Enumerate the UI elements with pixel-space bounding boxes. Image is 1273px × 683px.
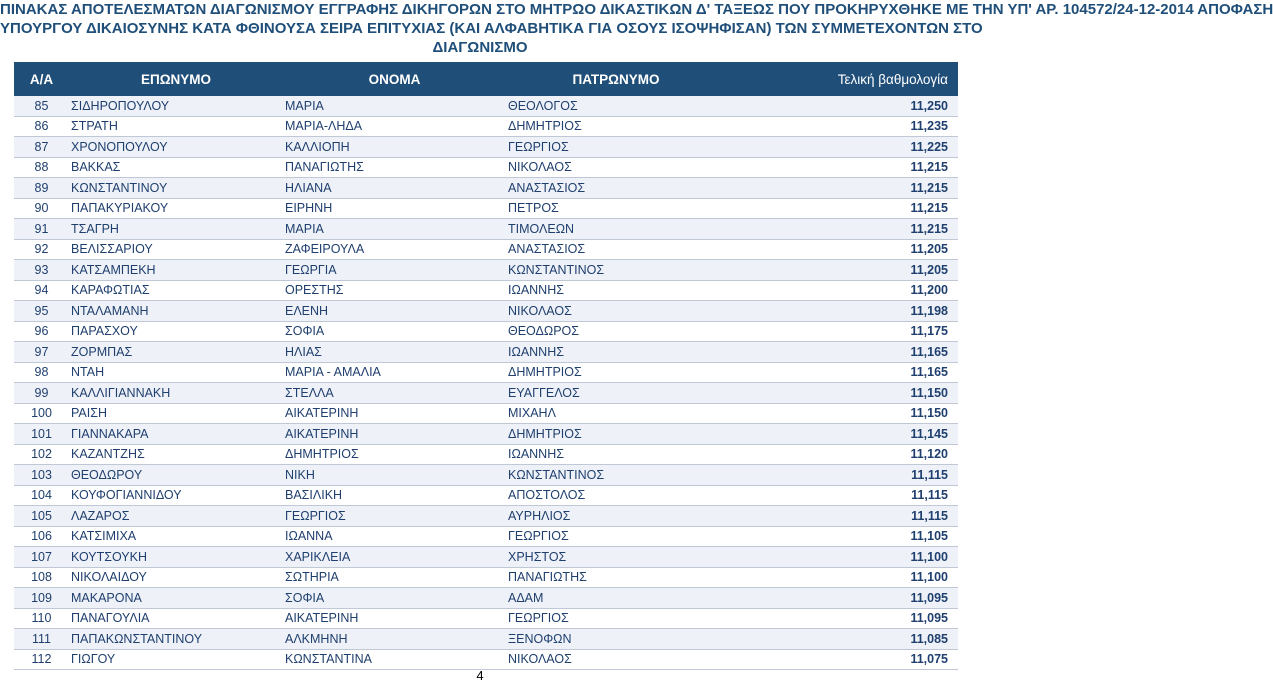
cell-father: ΠΕΤΡΟΣ [506,198,726,219]
cell-index: 96 [14,321,69,342]
cell-surname: ΧΡΟΝΟΠΟΥΛΟΥ [69,137,283,158]
cell-index: 100 [14,403,69,424]
cell-surname: ΣΙΔΗΡΟΠΟΥΛΟΥ [69,96,283,116]
table-row [14,301,958,322]
cell-father: ΘΕΟΔΩΡΟΣ [506,321,726,342]
cell-index: 97 [14,342,69,363]
table-row [14,567,958,588]
cell-index: 98 [14,362,69,383]
cell-index: 108 [14,567,69,588]
cell-surname: ΒΕΛΙΣΣΑΡΙΟΥ [69,239,283,260]
cell-surname: ΚΟΥΤΣΟΥΚΗ [69,547,283,568]
cell-index: 99 [14,383,69,404]
cell-father: ΝΙΚΟΛΑΟΣ [506,157,726,178]
table-row [14,465,958,486]
cell-father: ΙΩΑΝΝΗΣ [506,342,726,363]
cell-grade: 11,115 [726,506,958,527]
cell-father: ΜΙΧΑΗΛ [506,403,726,424]
cell-name: ΖΑΦΕΙΡΟΥΛΑ [283,239,506,260]
cell-grade: 11,235 [726,116,958,137]
cell-name: ΝΙΚΗ [283,465,506,486]
cell-grade: 11,150 [726,403,958,424]
cell-surname: ΠΑΡΑΣΧΟΥ [69,321,283,342]
cell-surname: ΚΑΤΣΑΜΠΕΚΗ [69,260,283,281]
cell-surname: ΝΤΑΛΑΜΑΝΗ [69,301,283,322]
table-row [14,137,958,158]
cell-surname: ΜΑΚΑΡΟΝΑ [69,588,283,609]
header-surname: ΕΠΩΝΥΜΟ [69,62,283,96]
table-row [14,280,958,301]
cell-grade: 11,100 [726,547,958,568]
cell-father: ΠΑΝΑΓΙΩΤΗΣ [506,567,726,588]
cell-father: ΑΔΑΜ [506,588,726,609]
cell-surname: ΘΕΟΔΩΡΟΥ [69,465,283,486]
cell-index: 107 [14,547,69,568]
cell-grade: 11,115 [726,485,958,506]
cell-name: ΜΑΡΙΑ [283,219,506,240]
cell-name: ΑΛΚΜΗΝΗ [283,629,506,650]
cell-index: 95 [14,301,69,322]
cell-name: ΑΙΚΑΤΕΡΙΝΗ [283,608,506,629]
cell-surname: ΚΑΖΑΝΤΖΗΣ [69,444,283,465]
cell-grade: 11,095 [726,608,958,629]
cell-father: ΔΗΜΗΤΡΙΟΣ [506,116,726,137]
cell-name: ΓΕΩΡΓΙΟΣ [283,506,506,527]
table-row [14,219,958,240]
results-table-body [14,96,958,670]
table-row [14,403,958,424]
table-row [14,506,958,527]
cell-father: ΞΕΝΟΦΩΝ [506,629,726,650]
cell-name: ΜΑΡΙΑ [283,96,506,116]
cell-name: ΕΛΕΝΗ [283,301,506,322]
cell-index: 91 [14,219,69,240]
cell-name: ΟΡΕΣΤΗΣ [283,280,506,301]
cell-surname: ΣΤΡΑΤΗ [69,116,283,137]
cell-name: ΕΙΡΗΝΗ [283,198,506,219]
cell-surname: ΝΤΑΗ [69,362,283,383]
cell-name: ΑΙΚΑΤΕΡΙΝΗ [283,424,506,445]
cell-index: 94 [14,280,69,301]
cell-surname: ΛΑΖΑΡΟΣ [69,506,283,527]
cell-index: 110 [14,608,69,629]
cell-surname: ΚΑΛΛΙΓΙΑΝΝΑΚΗ [69,383,283,404]
cell-name: ΣΟΦΙΑ [283,321,506,342]
cell-grade: 11,120 [726,444,958,465]
cell-index: 88 [14,157,69,178]
cell-grade: 11,225 [726,137,958,158]
cell-name: ΠΑΝΑΓΙΩΤΗΣ [283,157,506,178]
cell-father: ΙΩΑΝΝΗΣ [506,280,726,301]
title-line-3: ΔΙΑΓΩΝΙΣΜΟ [432,39,528,56]
cell-surname: ΠΑΝΑΓΟΥΛΙΑ [69,608,283,629]
title-line-2: ΥΠΟΥΡΓΟΥ ΔΙΚΑΙΟΣΥΝΗΣ ΚΑΤΑ ΦΘΙΝΟΥΣΑ ΣΕΙΡΑ ΕΠΙΤΥΧΙΑΣ (ΚΑΙ ΑΛΦΑΒΗΤΙΚΑ ΓΙΑ ΟΣΟΥΣ ΙΣΟΨΗΦΙΣΑΝ) ΤΩΝ ΣΥΜΜΕΤΕΧΟΝΤΩΝ ΣΤΟ [0,20,983,37]
cell-father: ΚΩΝΣΤΑΝΤΙΝΟΣ [506,465,726,486]
cell-surname: ΓΙΑΝΝΑΚΑΡΑ [69,424,283,445]
cell-grade: 11,215 [726,178,958,199]
cell-father: ΕΥΑΓΓΕΛΟΣ [506,383,726,404]
page-number: 4 [476,668,484,683]
cell-father: ΔΗΜΗΤΡΙΟΣ [506,424,726,445]
cell-father: ΘΕΟΛΟΓΟΣ [506,96,726,116]
cell-father: ΑΥΡΗΛΙΟΣ [506,506,726,527]
cell-index: 112 [14,649,69,670]
header-index: Α/Α [14,62,69,96]
cell-index: 103 [14,465,69,486]
table-row [14,239,958,260]
cell-surname: ΒΑΚΚΑΣ [69,157,283,178]
cell-name: ΚΑΛΛΙΟΠΗ [283,137,506,158]
cell-father: ΓΕΩΡΓΙΟΣ [506,608,726,629]
table-row [14,526,958,547]
cell-surname: ΝΙΚΟΛΑΙΔΟΥ [69,567,283,588]
cell-grade: 11,200 [726,280,958,301]
cell-father: ΤΙΜΟΛΕΩΝ [506,219,726,240]
cell-index: 106 [14,526,69,547]
cell-name: ΔΗΜΗΤΡΙΟΣ [283,444,506,465]
cell-index: 86 [14,116,69,137]
document-title [0,0,1273,57]
cell-surname: ΠΑΠΑΚΥΡΙΑΚΟΥ [69,198,283,219]
cell-grade: 11,198 [726,301,958,322]
table-row [14,383,958,404]
cell-surname: ΖΟΡΜΠΑΣ [69,342,283,363]
cell-father: ΓΕΩΡΓΙΟΣ [506,137,726,158]
table-row [14,649,958,670]
cell-index: 89 [14,178,69,199]
table-row [14,608,958,629]
cell-surname: ΠΑΠΑΚΩΝΣΤΑΝΤΙΝΟΥ [69,629,283,650]
cell-name: ΑΙΚΑΤΕΡΙΝΗ [283,403,506,424]
cell-father: ΝΙΚΟΛΑΟΣ [506,301,726,322]
table-row [14,321,958,342]
cell-name: ΚΩΝΣΤΑΝΤΙΝΑ [283,649,506,670]
cell-grade: 11,215 [726,219,958,240]
header-name: ΟΝΟΜΑ [283,62,506,96]
cell-index: 111 [14,629,69,650]
cell-grade: 11,105 [726,526,958,547]
cell-index: 93 [14,260,69,281]
table-row [14,588,958,609]
table-row [14,424,958,445]
cell-grade: 11,085 [726,629,958,650]
cell-grade: 11,205 [726,239,958,260]
cell-name: ΗΛΙΑΣ [283,342,506,363]
cell-father: ΑΠΟΣΤΟΛΟΣ [506,485,726,506]
cell-index: 102 [14,444,69,465]
results-table [14,62,958,670]
header-grade: Τελική βαθμολογία [726,62,958,96]
table-row [14,260,958,281]
cell-name: ΗΛΙΑΝΑ [283,178,506,199]
cell-father: ΧΡΗΣΤΟΣ [506,547,726,568]
table-row [14,96,958,116]
cell-name: ΧΑΡΙΚΛΕΙΑ [283,547,506,568]
cell-surname: ΤΣΑΓΡΗ [69,219,283,240]
cell-surname: ΡΑΙΣΗ [69,403,283,424]
cell-father: ΝΙΚΟΛΑΟΣ [506,649,726,670]
cell-index: 92 [14,239,69,260]
table-row [14,116,958,137]
cell-father: ΑΝΑΣΤΑΣΙΟΣ [506,239,726,260]
header-father: ΠΑΤΡΩΝΥΜΟ [506,62,726,96]
table-row [14,342,958,363]
table-row [14,178,958,199]
cell-index: 104 [14,485,69,506]
table-row [14,362,958,383]
cell-surname: ΚΑΡΑΦΩΤΙΑΣ [69,280,283,301]
cell-name: ΣΟΦΙΑ [283,588,506,609]
table-row [14,629,958,650]
cell-father: ΓΕΩΡΓΙΟΣ [506,526,726,547]
cell-surname: ΓΙΩΓΟΥ [69,649,283,670]
cell-name: ΜΑΡΙΑ - ΑΜΑΛΙΑ [283,362,506,383]
cell-grade: 11,205 [726,260,958,281]
cell-index: 105 [14,506,69,527]
results-table-header [14,62,958,96]
cell-father: ΔΗΜΗΤΡΙΟΣ [506,362,726,383]
cell-grade: 11,165 [726,362,958,383]
cell-index: 109 [14,588,69,609]
cell-grade: 11,215 [726,198,958,219]
cell-grade: 11,165 [726,342,958,363]
cell-father: ΙΩΑΝΝΗΣ [506,444,726,465]
title-line-1: ΠΙΝΑΚΑΣ ΑΠΟΤΕΛΕΣΜΑΤΩΝ ΔΙΑΓΩΝΙΣΜΟΥ ΕΓΓΡΑΦΗΣ ΔΙΚΗΓΟΡΩΝ ΣΤΟ ΜΗΤΡΩΟ ΔΙΚΑΣΤΙΚΩΝ Δ' ΤΑΞΕΩΣ ΠΟΥ ΠΡΟΚΗΡΥΧΘΗΚΕ ΜΕ ΤΗΝ ΥΠ' ΑΡ. 104572/24-12-2014 ΑΠΟΦΑΣΗ [0,1,1273,18]
cell-name: ΜΑΡΙΑ-ΛΗΔΑ [283,116,506,137]
table-row [14,157,958,178]
cell-index: 101 [14,424,69,445]
cell-surname: ΚΑΤΣΙΜΙΧΑ [69,526,283,547]
cell-father: ΑΝΑΣΤΑΣΙΟΣ [506,178,726,199]
cell-index: 90 [14,198,69,219]
cell-father: ΚΩΝΣΤΑΝΤΙΝΟΣ [506,260,726,281]
cell-index: 87 [14,137,69,158]
cell-name: ΓΕΩΡΓΙΑ [283,260,506,281]
table-row [14,547,958,568]
cell-grade: 11,250 [726,96,958,116]
cell-name: ΣΩΤΗΡΙΑ [283,567,506,588]
cell-name: ΙΩΑΝΝΑ [283,526,506,547]
cell-surname: ΚΟΥΦΟΓΙΑΝΝΙΔΟΥ [69,485,283,506]
cell-grade: 11,215 [726,157,958,178]
cell-grade: 11,175 [726,321,958,342]
cell-name: ΣΤΕΛΛΑ [283,383,506,404]
cell-index: 85 [14,96,69,116]
table-row [14,485,958,506]
cell-grade: 11,150 [726,383,958,404]
cell-grade: 11,115 [726,465,958,486]
cell-grade: 11,095 [726,588,958,609]
header-row [14,62,958,96]
cell-grade: 11,075 [726,649,958,670]
table-row [14,444,958,465]
cell-name: ΒΑΣΙΛΙΚΗ [283,485,506,506]
table-row [14,198,958,219]
cell-grade: 11,100 [726,567,958,588]
cell-grade: 11,145 [726,424,958,445]
cell-surname: ΚΩΝΣΤΑΝΤΙΝΟΥ [69,178,283,199]
